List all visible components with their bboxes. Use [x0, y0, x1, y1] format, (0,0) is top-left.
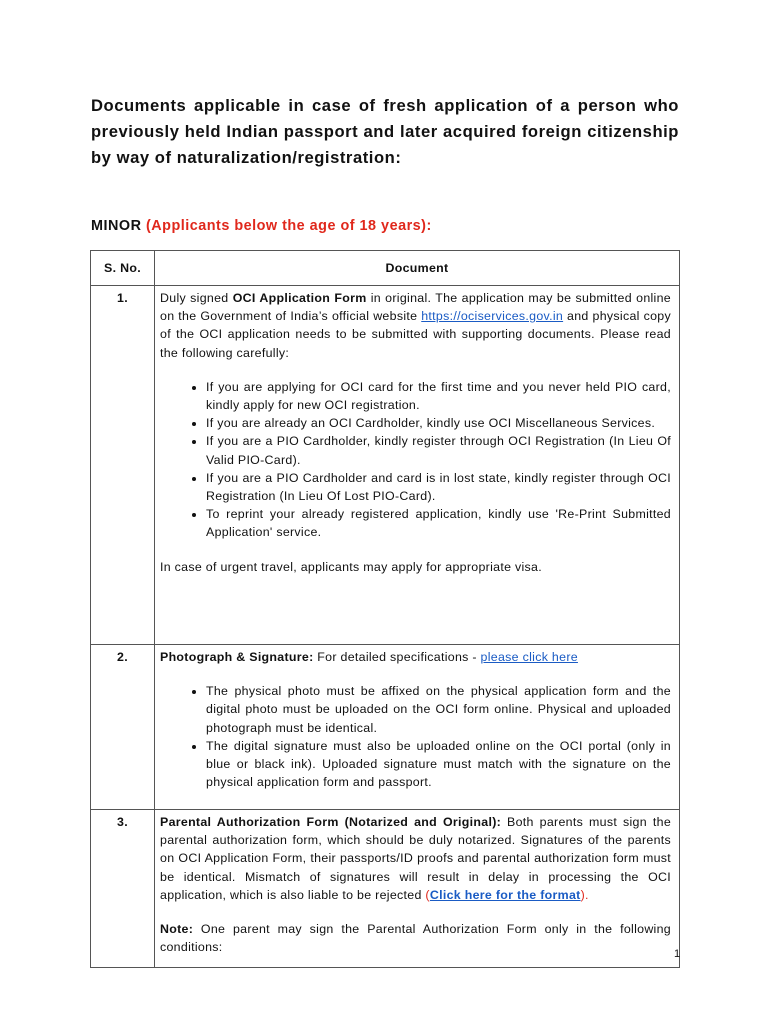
row-footer-note: In case of urgent travel, applicants may apply for appropriate visa.	[160, 559, 542, 574]
row-number: 3.	[91, 810, 155, 968]
table-row	[91, 645, 680, 810]
page-number: 1	[674, 948, 681, 960]
bullet-list	[160, 378, 671, 542]
note-text: One parent may sign the Parental Authorization Form only in the following conditions:	[160, 922, 671, 955]
paren-close: ).	[580, 887, 589, 902]
intro-text: and physical copy of the OCI application needs to be submitted with supporting documents. Please read the following carefully:	[160, 309, 671, 360]
row-document	[155, 286, 680, 645]
note-label: Note:	[160, 922, 194, 937]
bullet-list	[160, 682, 671, 791]
row-text: Both parents must sign the parental authorization form, which should be duly notarized. Signatures of the parents on OCI Application Form, their passports/ID proofs and parental authorization form must be identical. Mismatch of signatures will result in delay in processing the OCI application, which is also liable to be rejected	[160, 815, 672, 902]
table-row	[91, 286, 680, 645]
list-item: • The physical photo must be affixed on the physical application form and the digital photo must be uploaded on the OCI form online. Physical and uploaded photograph must be identical.	[206, 682, 671, 737]
paren-open: (	[425, 887, 430, 902]
list-item: • If you are applying for OCI card for the first time and you never held PIO card, kindly apply for new OCI registration.	[206, 378, 671, 414]
documents-table	[90, 250, 680, 968]
list-item: • If you are already an OCI Cardholder, kindly use OCI Miscellaneous Services.	[206, 414, 671, 432]
intro-bold-text: OCI Application Form	[232, 291, 367, 305]
row-intro	[160, 289, 671, 362]
header-sno: S. No.	[91, 251, 155, 286]
section-label: MINOR	[91, 218, 142, 234]
row-intro	[160, 813, 671, 904]
page-title: Documents applicable in case of fresh application of a person who previously held Indian passport and later acquired foreign citizenship by way of naturalization/registration:	[91, 96, 679, 167]
header-document: Document	[155, 251, 680, 286]
row-heading: Parental Authorization Form (Notarized and Original):	[160, 815, 502, 829]
intro-text: in original. The application may be submitted online on the Government of India’s official website	[160, 291, 671, 324]
section-qualifier: (Applicants below the age of 18 years):	[145, 218, 432, 234]
row-heading: Photograph & Signature:	[160, 650, 314, 664]
list-item: • If you are a PIO Cardholder, kindly register through OCI Registration (In Lieu Of Valid PIO-Card).	[206, 432, 671, 468]
intro-text: Duly signed	[160, 291, 233, 305]
row-note	[160, 920, 671, 956]
row-number: 2.	[91, 645, 155, 810]
section-heading	[91, 218, 432, 234]
row-intro	[160, 648, 671, 666]
ociservices-link[interactable]: https://ociservices.gov.in	[421, 309, 564, 324]
photo-spec-link[interactable]: please click here	[480, 650, 578, 664]
list-item: • If you are a PIO Cardholder and card is in lost state, kindly register through OCI Registration (In Lieu Of Lost PIO-Card).	[206, 469, 671, 505]
row-document	[155, 645, 680, 810]
row-document	[155, 810, 680, 968]
list-item: • To reprint your already registered application, kindly use 'Re-Print Submitted Application' service.	[206, 505, 671, 541]
format-link[interactable]: Click here for the format	[429, 887, 581, 902]
table-row	[91, 810, 680, 968]
list-item: • The digital signature must also be uploaded online on the OCI portal (only in blue or black ink). Uploaded signature must match with the signature on the physical application form and passport.	[206, 737, 671, 792]
row-text: For detailed specifications -	[313, 650, 481, 664]
table-header-row	[91, 251, 680, 286]
row-number: 1.	[91, 286, 155, 645]
